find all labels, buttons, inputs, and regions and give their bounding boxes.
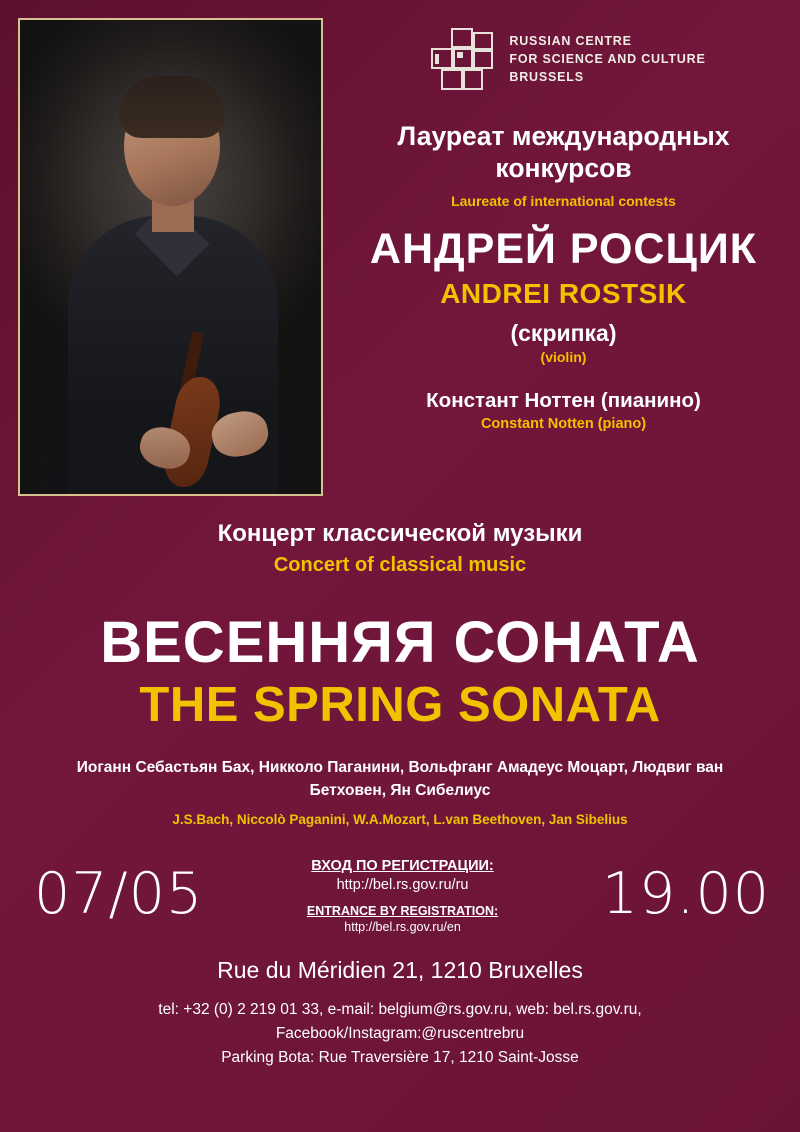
registration-url-ru[interactable]: http://bel.rs.gov.ru/ru xyxy=(336,877,469,894)
organization-logo-row xyxy=(351,28,786,90)
performer-instrument-ru: (скрипка) xyxy=(510,319,617,346)
date-registration-time-row xyxy=(0,827,800,935)
venue-address: Rue du Méridien 21, 1210 Bruxelles xyxy=(217,957,583,984)
event-date: 07/05 xyxy=(34,860,204,927)
laureate-title-en: Laureate of international contests xyxy=(451,192,676,209)
poster-top-section xyxy=(0,0,800,496)
registration-label-en: ENTRANCE BY REGISTRATION: xyxy=(306,903,499,918)
logo-line-3: BRUSSELS xyxy=(509,70,584,85)
performer-name-ru: АНДРЕЙ РОСЦИК xyxy=(369,224,758,273)
photo-container xyxy=(18,18,323,496)
event-subtitle-en: Concert of classical music xyxy=(273,554,527,576)
pianist-name-en: Constant Notten (piano) xyxy=(480,415,647,432)
logo-line-1: RUSSIAN CENTRE xyxy=(509,33,632,48)
contact-line-1: tel: +32 (0) 2 219 01 33, e-mail: belgium@rs.gov.ru, web: bel.rs.gov.ru, xyxy=(158,1001,642,1019)
event-subtitle-ru: Концерт классической музыки xyxy=(217,520,583,547)
registration-url-en[interactable]: http://bel.rs.gov.ru/en xyxy=(344,920,461,935)
laureate-title-ru: Лауреат международных конкурсов xyxy=(397,121,730,184)
russian-centre-logo-icon xyxy=(431,28,495,90)
performer-photo xyxy=(18,18,323,496)
contact-line-2: Facebook/Instagram:@ruscentrebru xyxy=(275,1025,525,1043)
organization-logo-text xyxy=(509,32,705,86)
pianist-name-ru: Констант Ноттен (пианино) xyxy=(426,388,701,412)
performer-instrument-en: (violin) xyxy=(540,348,587,365)
performer-name-en: ANDREI ROSTSIK xyxy=(440,277,687,309)
photo-hair xyxy=(119,76,225,138)
event-time: 19.00 xyxy=(601,860,770,927)
event-title-en: THE SPRING SONATA xyxy=(139,677,661,732)
composers-list-ru: Иоганн Себастьян Бах, Никколо Паганини, Вольфганг Амадеус Моцарт, Людвиг ван Бетховен, Ян Сибелиус xyxy=(76,759,724,799)
registration-label-ru: ВХОД ПО РЕГИСТРАЦИИ: xyxy=(311,858,494,875)
poster-middle-section xyxy=(0,520,800,827)
poster-header-text xyxy=(323,18,800,432)
registration-block xyxy=(307,853,498,935)
event-title-ru: ВЕСЕННЯЯ СОНАТА xyxy=(100,610,700,675)
venue-contacts xyxy=(0,998,800,1070)
composers-list-en: J.S.Bach, Niccolò Paganini, W.A.Mozart, L.van Beethoven, Jan Sibelius xyxy=(172,812,628,828)
logo-line-2: FOR SCIENCE AND CULTURE xyxy=(509,51,706,66)
contact-line-3: Parking Bota: Rue Traversière 17, 1210 Saint-Josse xyxy=(221,1049,579,1067)
